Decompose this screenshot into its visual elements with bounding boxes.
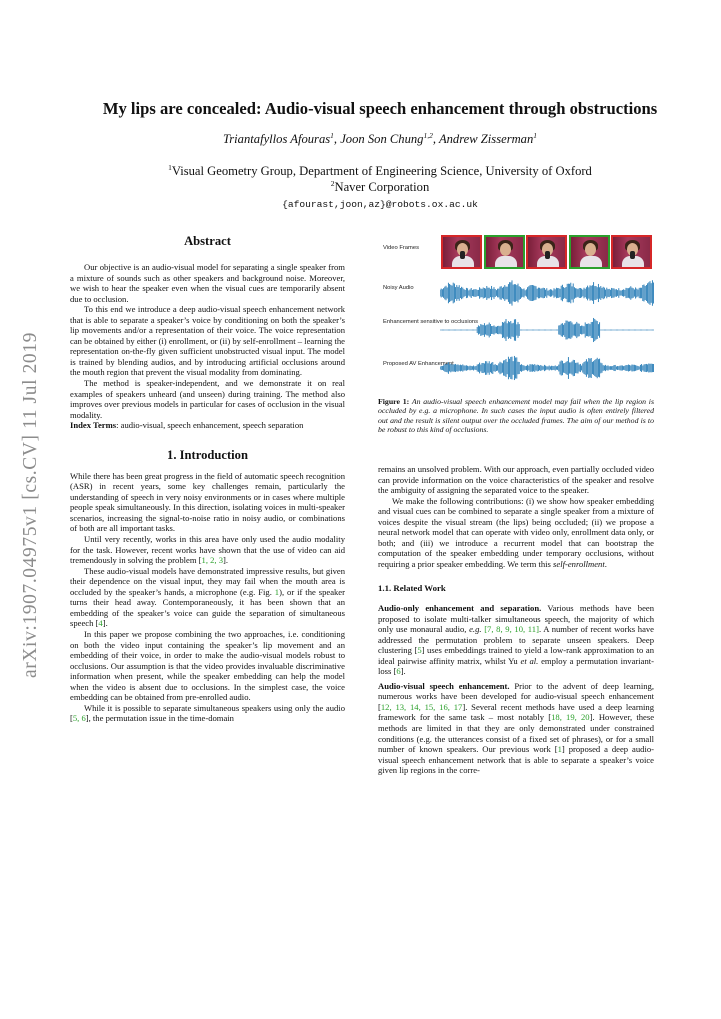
section-heading-introduction: 1. Introduction [167, 447, 248, 462]
label-enhancement-sensitive: Enhancement sensitive to occlusions [383, 319, 479, 325]
intro-paragraph: While there has been great progress in the field of automatic speech recognition (ASR) in recent years, some key challenges remain, particularly the understanding of speech in very noisy environments or in cases where multiple people speak simultaneously. In this direction, isolating voices in multi-speaker scenarios, increasing the signal-to-noise ratio in noisy audio, or combinations of both are all important tasks. [70, 470, 345, 534]
intro-paragraph: While it is possible to separate simultaneous speakers using only the audio [5, 6], the permutation issue in the time-domain [70, 702, 345, 724]
occlusion-sensitive-waveform [440, 316, 654, 344]
figure-link[interactable]: 1 [274, 586, 280, 597]
paper-title: My lips are concealed: Audio-visual speech enhancement through obstructions [102, 99, 658, 118]
citation-link[interactable]: 1, 2, 3 [201, 555, 223, 566]
affiliation-2: $^2$Naver Corporation [330, 178, 430, 194]
left-column [70, 234, 345, 724]
citation-link[interactable]: 1 [557, 744, 562, 755]
citation-link[interactable]: 18, 19, 20 [551, 712, 590, 723]
label-noisy-audio: Noisy Audio [383, 285, 414, 291]
author: Joon Son Chung [340, 132, 424, 146]
subsection-heading-related-work: 1.1. Related Work [378, 583, 446, 594]
citation-link[interactable]: 12, 13, 14, 15, 16, 17 [380, 701, 463, 712]
video-frame [484, 235, 525, 269]
author-emails: {afourast,joon,az}@robots.ox.ac.uk [282, 199, 478, 210]
video-frame [526, 235, 567, 269]
video-frame [441, 235, 482, 269]
figure-1-caption: Figure 1: An audio-visual speech enhancement model may fail when the lip region is occluded by e.g. a microphone. In such cases the input audio is often entirely filtered out and the result is silent output over the occluded frames. The aim of our method is to be robust to this kind of occlusions. [378, 397, 654, 434]
noisy-audio-waveform [440, 279, 654, 307]
right-column [378, 464, 654, 776]
author: Andrew Zisserman [438, 132, 534, 146]
affiliation-1: $^1$Visual Geometry Group, Department of Engineering Science, University of Oxford [168, 162, 592, 178]
related-work-paragraph: Audio-only enhancement and separation. Various methods have been proposed to isolate multi-talker simultaneous speech, the majority of which only use monaural audio, e.g. [7, 8, 9, 10, 11]. A number of recent works have addressed the permutation problem to separate unseen speakers. Deep clustering [5] uses embeddings trained to yield a low-rank approximation to an ideal pairwise affinity matrix, whilst Yu et al. employ a permutation invariant-loss [6]. [378, 603, 654, 677]
body-paragraph: remains an unsolved problem. With our approach, even partially occluded video can provide information on the voice characteristics of the speaker and resolve the ambiguity of assigning the separated voice to the speaker. [378, 464, 654, 496]
citation-link[interactable]: 5, 6 [72, 713, 86, 724]
citation-link[interactable]: [7, 8, 9, 10, 11] [481, 624, 539, 635]
citation-link[interactable]: 6 [396, 666, 401, 677]
contributions-paragraph: We make the following contributions: (i) we show how speaker embedding and visual cues can be combined to separate a single speaker from a mixture of voices despite the visual stream (the lips) being occluded; (ii) we propose a neural network model that can operate with video only, enrollment data only, or both; and (iii) we introduce a recurrent model that can bootstrap the computation of the speaker embedding under temporary occlusions, without requiring a prior speaker embedding. We term this self-enrollment. [378, 495, 654, 569]
author-list: Triantafyllos Afouras$^1$, Joon Son Chung$^{1,2}$, Andrew Zisserman$^1$ [222, 130, 538, 146]
citation-link[interactable]: 5 [417, 645, 422, 656]
video-frames-strip [441, 235, 654, 269]
video-frame [611, 235, 652, 269]
intro-paragraph: In this paper we propose combining the two approaches, i.e. conditioning on both the video input containing the speaker’s lip movement and an embedding of their voice, in order to make the audio-visual models robust to occlusions. Our assumption is that the video provides invaluable discriminative information when present, while the speaker embedding can help the model when the video is absent due to occlusions. In the simplest case, the voice embedding can be obtained from pre-enrolled audio. [70, 628, 345, 703]
arxiv-watermark: arXiv:1907.04975v1 [cs.CV] 11 Jul 2019 [20, 332, 41, 678]
figure-1 [378, 235, 654, 392]
abstract-paragraph: To this end we introduce a deep audio-visual speech enhancement network that is able to separate a speaker’s voice by conditioning on both the speaker’s lip movements and/or a representation of their voice. The voice representation can be obtained by either (i) enrollment, or (ii) by self-enrollment – learning the representation on-the-fly given sufficient unobstructed visual input. The model is trained by blending audios, and by introducing artificial occlusions around the mouth region that prevent the visual modality from dominating. [70, 304, 345, 378]
abstract-heading: Abstract [184, 234, 231, 248]
author: Triantafyllos Afouras [222, 132, 331, 146]
intro-paragraph: These audio-visual models have demonstrated impressive results, but given their dependence on the visual input, they may fail when the mouth area is occluded by the speaker’s hands, a microphone (e.g. Fig. 1), or if the speaker turns their head away. Contemporaneously, it has been shown that an embedding of the speaker’s voice can guide the separation of simultaneous speech [4]. [70, 565, 345, 629]
abstract-paragraph: Our objective is an audio-visual model for separating a single speaker from a mixture of sounds such as other speakers and background noise. Moreover, we wish to hear the speaker even when the visual cues are temporarily absent due to occlusion. [70, 262, 345, 304]
intro-paragraph: Until very recently, works in this area have only used the audio modality for the task. However, recent works have shown that the use of video can aid tremendously in solving the problem [1, 2, 3]. [70, 534, 345, 566]
proposed-enhancement-waveform [440, 354, 654, 382]
abstract-paragraph: The method is speaker-independent, and we demonstrate it on real examples of speakers unheard (and unseen) during training. The method also improves over previous models in particular for cases of occlusion in the visual modality. [70, 378, 345, 420]
citation-link[interactable]: 4 [98, 618, 103, 629]
index-terms: Index Terms: audio-visual, speech enhancement, speech separation [70, 420, 304, 431]
label-video-frames: Video Frames [383, 245, 419, 251]
video-frame [569, 235, 610, 269]
related-work-paragraph: Audio-visual speech enhancement. Prior to the advent of deep learning, numerous works have been developed for audio-visual speech enhancement [12, 13, 14, 15, 16, 17]. Several recent methods have used a deep learning framework for the same task – most notably [18, 19, 20]. However, these methods are limited in that they are only demonstrated under constrained conditions (e.g. the utterances consist of a fixed set of phrases), or for a small number of known speakers. Our previous work [1] proposed a deep audio-visual speech enhancement network that is able to separate a speaker’s voice given lip regions in the corre- [378, 680, 655, 776]
label-proposed-av: Proposed AV Enhancement [383, 361, 454, 367]
